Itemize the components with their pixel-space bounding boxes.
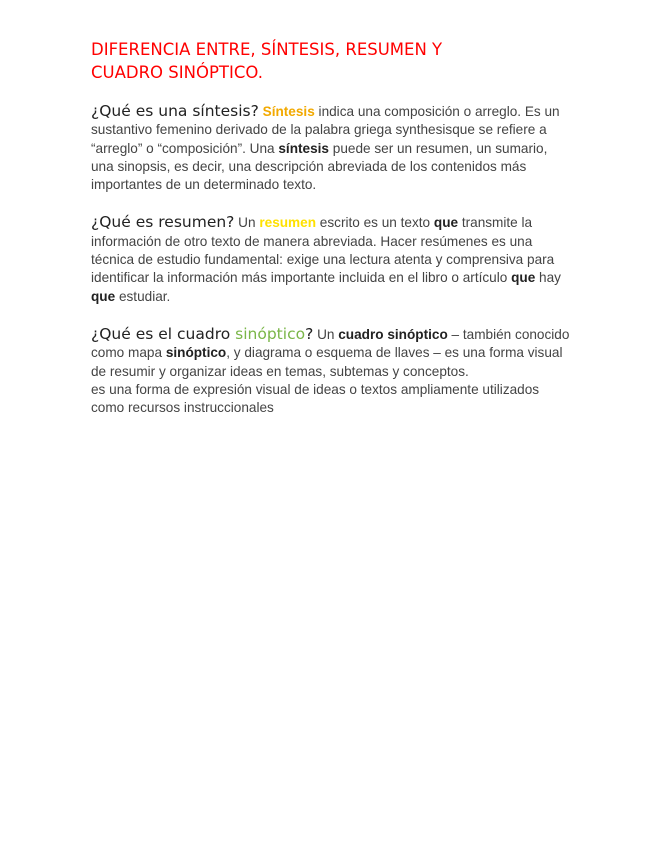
resumen-question: ¿Qué es resumen? (91, 213, 235, 232)
cuadro-text-0: Un (313, 326, 339, 342)
resumen-bold-3: que (91, 288, 116, 304)
cuadro-question-b: ? (305, 324, 314, 343)
sintesis-question: ¿Qué es una síntesis? (91, 102, 259, 120)
sintesis-paragraph (91, 102, 571, 194)
title-line-2: CUADRO SINÓPTICO. (91, 63, 263, 82)
resumen-text-0: Un (234, 215, 260, 231)
resumen-paragraph (91, 213, 571, 305)
sintesis-highlight: Síntesis (262, 104, 315, 119)
cuadro-text-1: – también conocido como mapa (91, 326, 570, 361)
title-line-1: DIFERENCIA ENTRE, SÍNTESIS, RESUMEN Y (91, 40, 443, 59)
sintesis-text-1: indica una composición o arreglo. Es un sustantivo femenino derivado de la palabra griega synthesisque se refiere a “arreglo” o “composición”. Una (91, 104, 560, 156)
cuadro-bold-1: cuadro sinóptico (338, 326, 448, 342)
resumen-text-1: escrito es un texto (316, 215, 434, 231)
resumen-text-2: transmite la información de otro texto de manera abreviada. Hacer resúmenes es una técnica de estudio fundamental: exige una lectura atenta y comprensiva para identificar la información más importante incluida en el libro o artículo (91, 215, 555, 286)
cuadro-bold-2: sinóptico (165, 345, 227, 361)
document-title (91, 38, 571, 84)
resumen-text-3: hay (535, 270, 561, 286)
cuadro-text-2: , y diagrama o esquema de llaves – es una forma visual de resumir y organizar ideas en temas, subtemas y conceptos. (91, 345, 563, 379)
sintesis-text-2: puede ser un resumen, un sumario, una sinopsis, es decir, una descripción abreviada de los contenidos más importantes de un determinado texto. (91, 140, 548, 193)
resumen-bold-2: que (511, 270, 536, 286)
cuadro-extra-text: es una forma de expresión visual de ideas o textos ampliamente utilizados como recursos instruccionales (91, 381, 540, 416)
sintesis-bold-1: síntesis (278, 140, 329, 156)
cuadro-question-green: sinóptico (235, 324, 306, 343)
cuadro-paragraph (91, 325, 571, 381)
document-page (91, 38, 571, 436)
resumen-text-4: estudiar. (115, 288, 171, 304)
cuadro-question-a: ¿Qué es el cuadro (91, 324, 236, 343)
resumen-bold-1: que (433, 215, 459, 231)
resumen-highlight: resumen (259, 215, 317, 231)
cuadro-extra-paragraph (91, 381, 571, 418)
